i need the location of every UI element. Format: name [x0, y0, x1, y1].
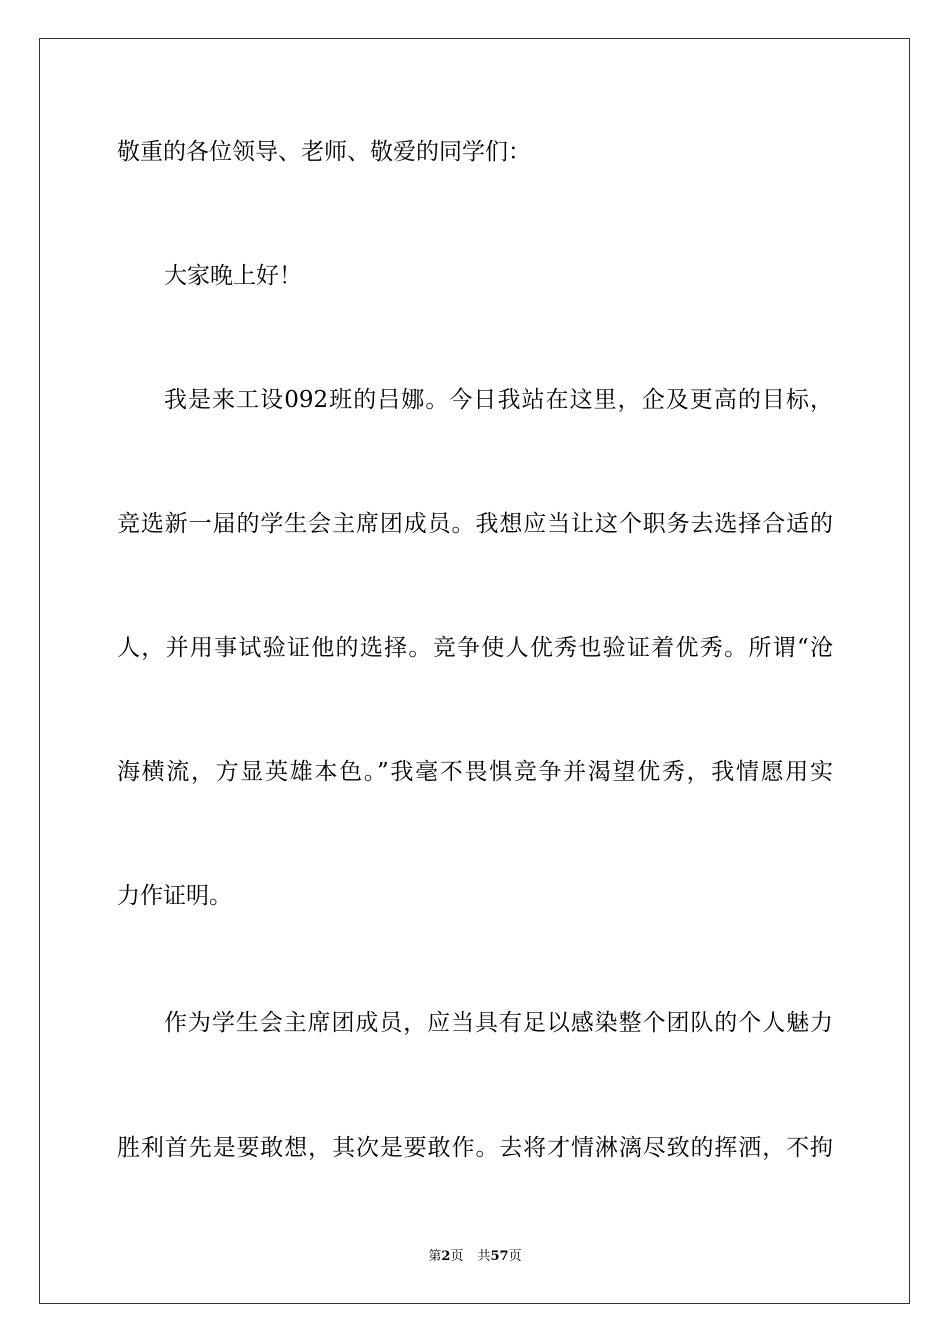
total-suffix: 页 [508, 1249, 522, 1264]
page-footer [0, 1248, 950, 1266]
salutation-line: 敬重的各位领导、老师、敬爱的同学们： [117, 139, 531, 165]
paragraph-line: 海横流，方显英雄本色。”我毫不畏惧竞争并渴望优秀，我情愿用实 [117, 759, 833, 785]
greeting-line: 大家晚上好！ [164, 263, 302, 289]
page-frame [39, 38, 910, 1304]
total-prefix: 共 [477, 1249, 491, 1264]
paragraph-line: 竞选新一届的学生会主席团成员。我想应当让这个职务去选择合适的 [117, 511, 833, 537]
paragraph-line: 胜利首先是要敢想，其次是要敢作。去将才情淋漓尽致的挥洒，不拘 [117, 1135, 833, 1161]
paragraph-line: 我是来工设092班的吕娜。今日我站在这里，企及更高的目标， [164, 387, 833, 413]
paragraph-line: 作为学生会主席团成员，应当具有足以感染整个团队的个人魅力 [164, 1010, 833, 1036]
page-total: 57 [490, 1249, 509, 1264]
page-current: 2 [441, 1249, 451, 1264]
paragraph-line: 人，并用事试验证他的选择。竞争使人优秀也验证着优秀。所谓“沧 [117, 635, 833, 661]
page-prefix: 第 [428, 1249, 442, 1264]
paragraph-line: 力作证明。 [117, 883, 232, 909]
page-suffix: 页 [450, 1249, 464, 1264]
